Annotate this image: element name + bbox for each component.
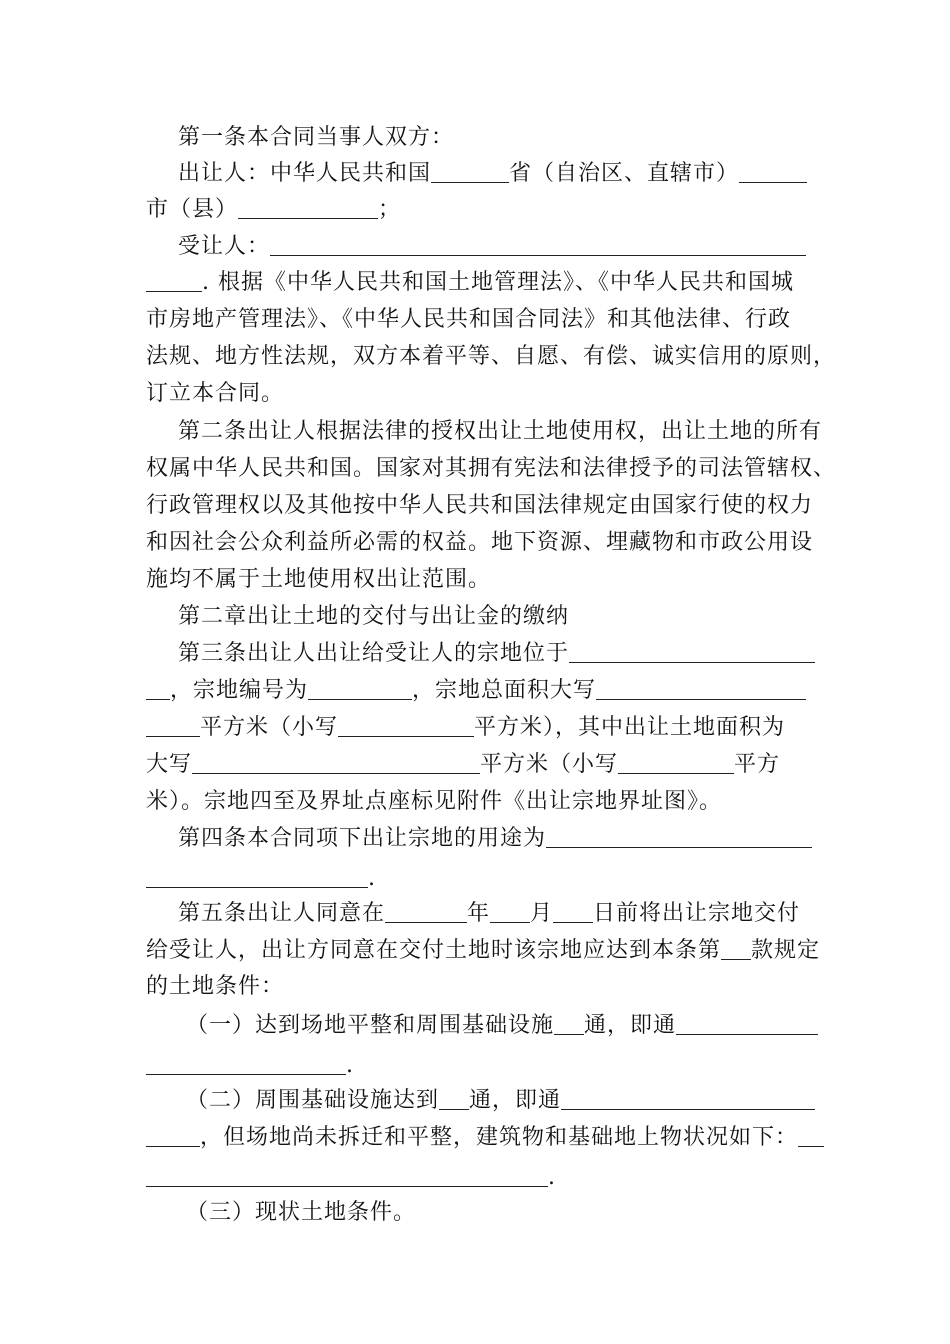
connections-list-blank <box>676 1015 818 1035</box>
article-2-line-2: 权属中华人民共和国。国家对其拥有宪法和法律授予的司法管辖权、 <box>146 456 837 481</box>
condition-1-line-1: （一）达到场地平整和周围基础设施 通，即通 <box>186 1006 818 1046</box>
basis-line-2: 市房地产管理法》、《中华人民共和国合同法》和其他法律、行政 <box>146 307 792 332</box>
city-blank <box>739 163 807 183</box>
article-5-line-1: 第五条出让人同意在 年 月 日前将出让宗地交付 <box>178 901 801 926</box>
basis-line-3: 法规、地方性法规，双方本着平等、自愿、有偿、诚实信用的原则， <box>146 344 837 369</box>
basis-line-1: . 根据《中华人民共和国土地管理法》、《中华人民共和国城 <box>146 263 794 303</box>
article-4-line-2: . <box>146 859 376 899</box>
transferee-blank <box>270 236 806 256</box>
province-blank <box>431 163 509 183</box>
total-area-words-blank-cont <box>146 717 200 737</box>
parcel-number-blank <box>308 680 412 700</box>
clause-number-blank <box>721 940 751 960</box>
chapter-2-heading: 第二章出让土地的交付与出让金的缴纳 <box>178 604 570 629</box>
condition-3-line: （三）现状土地条件。 <box>186 1200 417 1225</box>
total-area-words-blank <box>596 680 806 700</box>
transferee-line: 受让人： <box>178 227 806 267</box>
article-3-line-5: 米）。宗地四至及界址点座标见附件《出让宗地界址图》。 <box>146 789 723 814</box>
county-blank <box>238 199 378 219</box>
article-1-heading: 第一条本合同当事人双方： <box>178 125 455 150</box>
condition-1-line-2: . <box>146 1046 354 1086</box>
article-3-line-2: ，宗地编号为 ，宗地总面积大写 <box>146 671 806 711</box>
infrastructure-list-blank-cont <box>146 1127 200 1147</box>
condition-2-line-3: . <box>146 1158 556 1198</box>
article-5-line-3: 的土地条件： <box>146 974 285 999</box>
article-3-line-4: 大写 平方米（小写 平方 <box>146 752 781 777</box>
day-blank <box>553 903 593 923</box>
location-blank <box>569 643 815 663</box>
article-2-line-3: 行政管理权以及其他按中华人民共和国法律规定由国家行使的权力 <box>146 493 814 518</box>
basis-line-4: 订立本合同。 <box>146 381 285 406</box>
transfer-area-digits-blank <box>618 754 734 774</box>
article-3-line-1: 第三条出让人出让给受让人的宗地位于 <box>178 634 815 674</box>
year-blank <box>385 903 467 923</box>
infrastructure-count-blank <box>439 1090 469 1110</box>
article-5-line-2: 给受让人，出让方同意在交付土地时该宗地应达到本条第 款规定 <box>146 938 821 963</box>
transferor-line: 出让人：中华人民共和国 省（自治区、直辖市） <box>178 154 807 194</box>
article-4-line-1: 第四条本合同项下出让宗地的用途为 <box>178 819 812 859</box>
connections-list-blank-cont <box>146 1055 346 1075</box>
article-3-line-3: 平方米（小写 平方米），其中出让土地面积为 <box>146 708 785 748</box>
connections-count-blank <box>554 1015 584 1035</box>
location-blank-cont <box>146 680 170 700</box>
transferor-line-2: 市（县） ； <box>146 197 402 222</box>
structures-blank <box>798 1127 824 1147</box>
month-blank <box>490 903 530 923</box>
infrastructure-list-blank <box>561 1090 815 1110</box>
article-2-line-4: 和因社会公众利益所必需的权益。地下资源、埋藏物和市政公用设 <box>146 530 814 555</box>
land-use-blank-cont <box>146 868 368 888</box>
total-area-digits-blank <box>338 717 474 737</box>
structures-blank-cont <box>146 1167 548 1187</box>
article-2-line-1: 第二条出让人根据法律的授权出让土地使用权，出让土地的所有 <box>178 419 823 444</box>
land-use-blank <box>546 828 812 848</box>
transferee-blank-cont <box>146 272 202 292</box>
transfer-area-words-blank <box>192 754 480 774</box>
condition-2-line-2: ，但场地尚未拆迁和平整，建筑物和基础地上物状况如下： <box>146 1118 824 1158</box>
article-2-line-5: 施均不属于土地使用权出让范围。 <box>146 567 492 592</box>
condition-2-line-1: （二）周围基础设施达到 通，即通 <box>186 1081 815 1121</box>
